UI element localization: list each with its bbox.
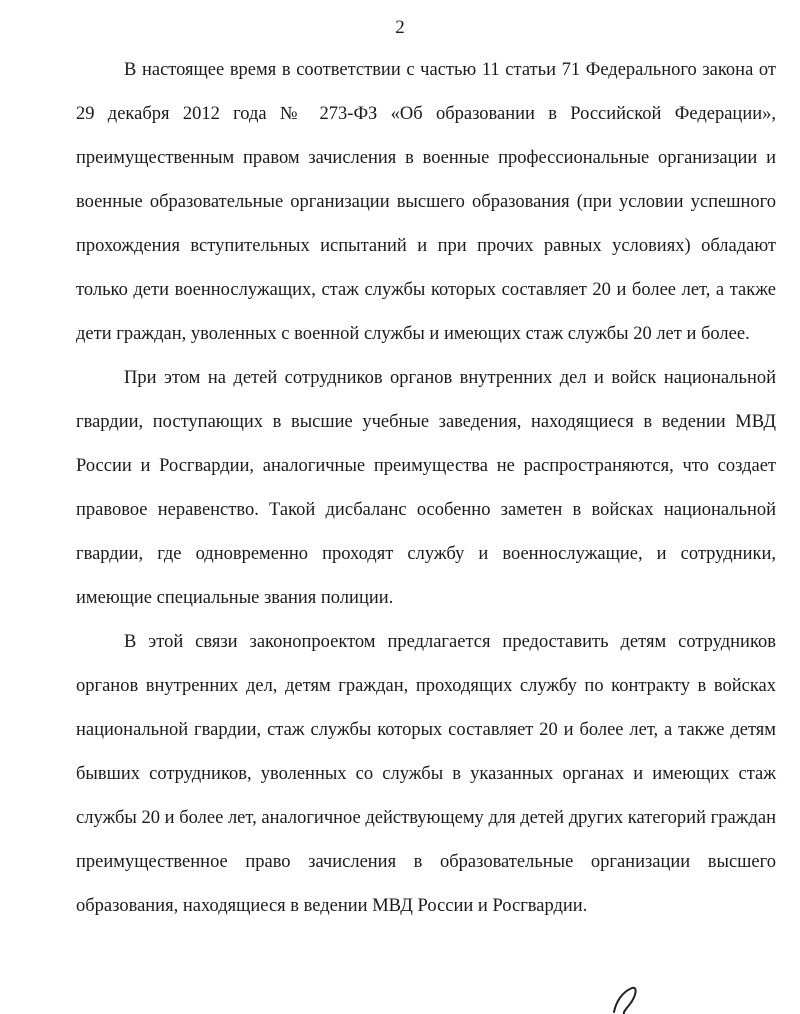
page-number: 2 xyxy=(395,17,405,38)
document-body xyxy=(76,48,776,928)
signature-mark xyxy=(606,984,646,1014)
paragraph-2: При этом на детей сотрудников органов внутренних дел и войск национальной гвардии, поступающих в высшие учебные заведения, находящиеся в ведении МВД России и Росгвардии, аналогичные преимущества не распространяются, что создает правовое неравенство. Такой дисбаланс особенно заметен в войсках национальной гвардии, где одновременно проходят службу и военнослужащие, и сотрудники, имеющие специальные звания полиции. xyxy=(76,368,776,608)
paragraph-3: В этой связи законопроектом предлагается предоставить детям сотрудников органов внутренних дел, детям граждан, проходящих службу по контракту в войсках национальной гвардии, стаж службы которых составляет 20 и более лет, а также детям бывших сотрудников, уволенных со службы в указанных органах и имеющих стаж службы 20 и более лет, аналогичное действующему для детей других категорий граждан преимущественное право зачисления в образовательные организации высшего образования, находящиеся в ведении МВД России и Росгвардии. xyxy=(76,632,776,916)
paragraph-1: В настоящее время в соответствии с частью 11 статьи 71 Федерального закона от 29 декабря 2012 года № 273-ФЗ «Об образовании в Российской Федерации», преимущественным правом зачисления в военные профессиональные организации и военные образовательные организации высшего образования (при условии успешного прохождения вступительных испытаний и при прочих равных условиях) обладают только дети военнослужащих, стаж службы которых составляет 20 и более лет, а также дети граждан, уволенных с военной службы и имеющих стаж службы 20 лет и более. xyxy=(76,60,776,344)
